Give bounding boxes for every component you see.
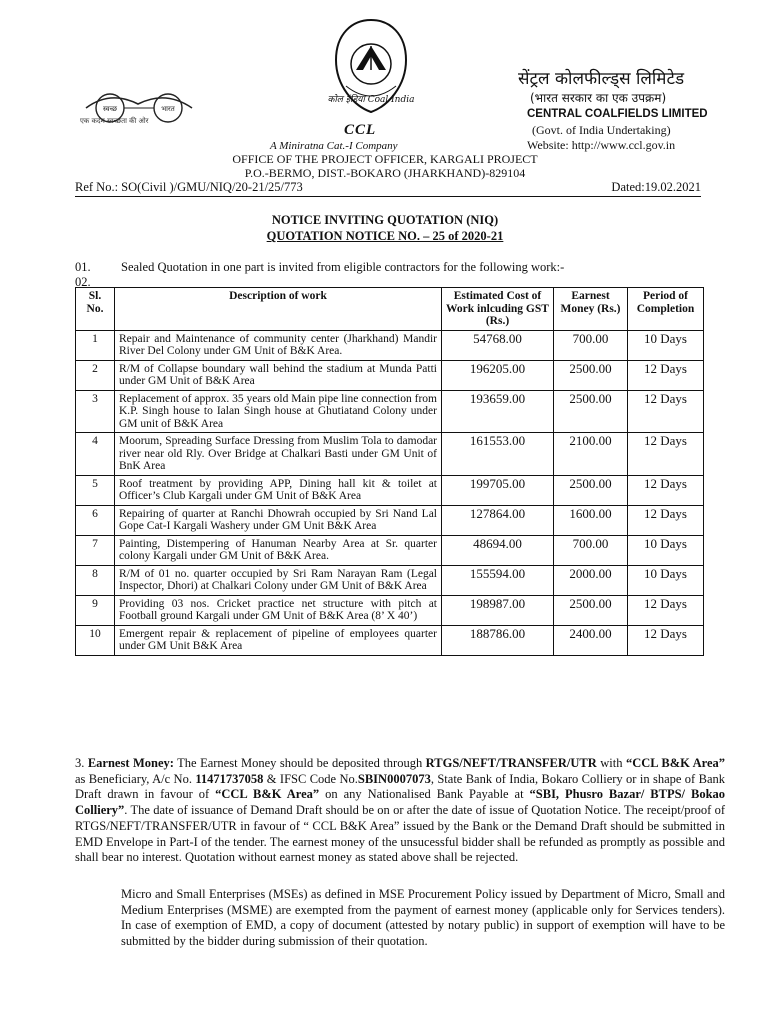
- header-period: Period of Completion: [628, 288, 704, 331]
- row-description: Roof treatment by providing APP, Dining hall kit & toilet at Officer’s Club Kargali under GM Unit of B&K Area: [115, 475, 442, 505]
- ifsc-code: SBIN0007073: [357, 771, 431, 786]
- row-cost: 54768.00: [442, 330, 554, 360]
- header-description: Description of work: [115, 288, 442, 331]
- row-earnest: 2500.00: [554, 595, 628, 625]
- row-period: 12 Days: [628, 390, 704, 433]
- header-sl-no: Sl. No.: [76, 288, 115, 331]
- ccl-abbreviation: CCL: [344, 122, 377, 138]
- row-description: Emergent repair & replacement of pipeline of employees quarter under GM Unit B&K Area: [115, 625, 442, 655]
- row-period: 12 Days: [628, 505, 704, 535]
- earnest-money-paragraph: [75, 756, 725, 866]
- para-bold: RTGS/NEFT/TRANSFER/UTR: [425, 756, 597, 770]
- row-sl: 4: [76, 433, 115, 476]
- swachh-left-word: स्वच्छ: [102, 105, 118, 113]
- row-period: 10 Days: [628, 565, 704, 595]
- logo-text: कोल इंडिया Coal India: [328, 95, 414, 105]
- row-description: Repairing of quarter at Ranchi Dhowrah occupied by Sri Nand Lal Gope Cat-I Kargali Washery under GM Unit B&K Area: [115, 505, 442, 535]
- row-sl: 2: [76, 360, 115, 390]
- row-description: Painting, Distempering of Hanuman Nearby Area at Sr. quarter colony Kargali under GM Unit of B&K Area.: [115, 535, 442, 565]
- row-earnest: 700.00: [554, 535, 628, 565]
- row-earnest: 2500.00: [554, 360, 628, 390]
- intro-text: Sealed Quotation in one part is invited from eligible contractors for the following work:-: [121, 260, 565, 274]
- row-description: R/M of Collapse boundary wall behind the stadium at Munda Patti under GM Unit of B&K Area: [115, 360, 442, 390]
- row-period: 10 Days: [628, 535, 704, 565]
- row-sl: 9: [76, 595, 115, 625]
- row-sl: 10: [76, 625, 115, 655]
- table-row: [76, 595, 704, 625]
- table-row: [76, 565, 704, 595]
- row-period: 12 Days: [628, 433, 704, 476]
- row-cost: 161553.00: [442, 433, 554, 476]
- address-line: P.O.-BERMO, DIST.-BOKARO (JHARKHAND)-829104: [244, 166, 526, 180]
- govt-undertaking-hindi: (भारत सरकार का एक उपक्रम): [530, 91, 667, 105]
- para-lead: 3.: [75, 756, 88, 770]
- earnest-money-label: Earnest Money:: [87, 756, 174, 770]
- table-row: [76, 475, 704, 505]
- company-name-english: CENTRAL COALFIELDS LIMITED: [527, 108, 708, 120]
- row-cost: 196205.00: [442, 360, 554, 390]
- row-period: 12 Days: [628, 360, 704, 390]
- swachh-tagline: एक कदम स्वच्छता की ओर: [80, 117, 149, 125]
- row-cost: 127864.00: [442, 505, 554, 535]
- ref-number: Ref No.: SO(Civil )/GMU/NIQ/20-21/25/773: [75, 180, 303, 194]
- table-row: [76, 535, 704, 565]
- row-description: R/M of 01 no. quarter occupied by Sri Ram Narayan Ram (Legal Inspector, Dhori) at Chalkari Colony under GM Unit of B&K Area: [115, 565, 442, 595]
- para-text: , State Bank of India, Bokaro Colliery or in shape of Bank Draft drawn in favour of: [75, 771, 725, 802]
- table-row: [76, 433, 704, 476]
- govt-undertaking-english: (Govt. of India Undertaking): [532, 123, 671, 137]
- table-row: [76, 330, 704, 360]
- para-text: with: [596, 756, 626, 770]
- swachh-right-word: भारत: [161, 105, 175, 113]
- mse-exemption-paragraph: Micro and Small Enterprises (MSEs) as defined in MSE Procurement Policy issued by Department of Micro, Small and Medium Enterprises (MSME) are exempted from the payment of earnest money (applicable only for Services tenders). In case of exemption of EMD, a copy of document (attested by notary public) in support of exemption will have to be submitted by the bidder during submission of their quotation.: [121, 887, 725, 949]
- table-row: [76, 505, 704, 535]
- row-sl: 8: [76, 565, 115, 595]
- row-earnest: 2000.00: [554, 565, 628, 595]
- row-cost: 193659.00: [442, 390, 554, 433]
- row-sl: 7: [76, 535, 115, 565]
- header-earnest-money: Earnest Money (Rs.): [554, 288, 628, 331]
- notice-number: QUOTATION NOTICE NO. – 25 of 2020-21: [266, 229, 504, 243]
- office-line: OFFICE OF THE PROJECT OFFICER, KARGALI PROJECT: [232, 152, 538, 166]
- para-text: & IFSC Code No.: [263, 771, 358, 786]
- website-link[interactable]: Website: http://www.ccl.gov.in: [527, 138, 676, 152]
- row-sl: 5: [76, 475, 115, 505]
- table-header-row: [76, 288, 704, 331]
- notice-date: Dated:19.02.2021: [611, 180, 701, 194]
- section-number-02: 02.: [75, 275, 91, 289]
- row-earnest: 2500.00: [554, 475, 628, 505]
- table-row: [76, 360, 704, 390]
- row-description: Repair and Maintenance of community center (Jharkhand) Mandir River Del Colony under GM Unit of B&K Area.: [115, 330, 442, 360]
- row-cost: 198987.00: [442, 595, 554, 625]
- row-period: 12 Days: [628, 475, 704, 505]
- row-description: Moorum, Spreading Surface Dressing from Muslim Tola to damodar river near old Rly. Over Bridge at Chalkari Basti under GM Unit of BnK Area: [115, 433, 442, 476]
- row-earnest: 2100.00: [554, 433, 628, 476]
- row-earnest: 700.00: [554, 330, 628, 360]
- para-text: as Beneficiary, A/c No.: [75, 771, 196, 786]
- row-earnest: 2400.00: [554, 625, 628, 655]
- section-number-01: 01.: [75, 260, 91, 274]
- row-cost: 199705.00: [442, 475, 554, 505]
- table-row: [76, 390, 704, 433]
- company-name-hindi: सेंट्रल कोलफील्ड्स लिमिटेड: [518, 69, 685, 89]
- para-bold: “CCL B&K Area”: [215, 787, 320, 802]
- row-cost: 48694.00: [442, 535, 554, 565]
- row-period: 12 Days: [628, 625, 704, 655]
- row-cost: 188786.00: [442, 625, 554, 655]
- para-bold: “SBI, Phusro Bazar/ BTPS/ Bokao Colliery”: [75, 787, 726, 818]
- row-description: Replacement of approx. 35 years old Main pipe line connection from K.P. Singh house to Ialan Singh house at Ghutiatand Colony under GM unit of B&K Area: [115, 390, 442, 433]
- row-sl: 6: [76, 505, 115, 535]
- para-text: . The date of issuance of Demand Draft should be on or after the date of issue of Quotation Notice. The receipt/proof of RTGS/NEFT/TRANSFER/UTR in favour of “ CCL B&K Area” issued by the Bank or the Demand Draft should be submitted in EMD Envelope in Part-I of the tender. The earnest money of the unsucessful bidder shall be refunded as promptly as possible and shall bear no interest. Quotation without earnest money as stated above shall be rejected.: [75, 803, 725, 865]
- table-row: [76, 625, 704, 655]
- row-period: 10 Days: [628, 330, 704, 360]
- row-earnest: 2500.00: [554, 390, 628, 433]
- account-number: 11471737058: [195, 771, 264, 786]
- coal-india-logo: [328, 16, 414, 116]
- notice-title: NOTICE INVITING QUOTATION (NIQ): [271, 213, 499, 227]
- row-earnest: 1600.00: [554, 505, 628, 535]
- row-period: 12 Days: [628, 595, 704, 625]
- header-estimated-cost: Estimated Cost of Work inlcuding GST (Rs.): [442, 288, 554, 331]
- row-description: Providing 03 nos. Cricket practice net structure with pitch at Football ground Kargali under GM Unit of B&K Area (8’ X 40’): [115, 595, 442, 625]
- row-cost: 155594.00: [442, 565, 554, 595]
- reference-line: [75, 180, 701, 197]
- works-table: [75, 287, 704, 656]
- para-text: on any Nationalised Bank Payable at: [319, 787, 530, 802]
- para-text: The Earnest Money should be deposited through: [173, 756, 426, 770]
- row-sl: 1: [76, 330, 115, 360]
- row-sl: 3: [76, 390, 115, 433]
- miniratna-caption: A Miniratna Cat.-I Company: [270, 140, 398, 152]
- para-bold: “CCL B&K Area”: [625, 756, 726, 770]
